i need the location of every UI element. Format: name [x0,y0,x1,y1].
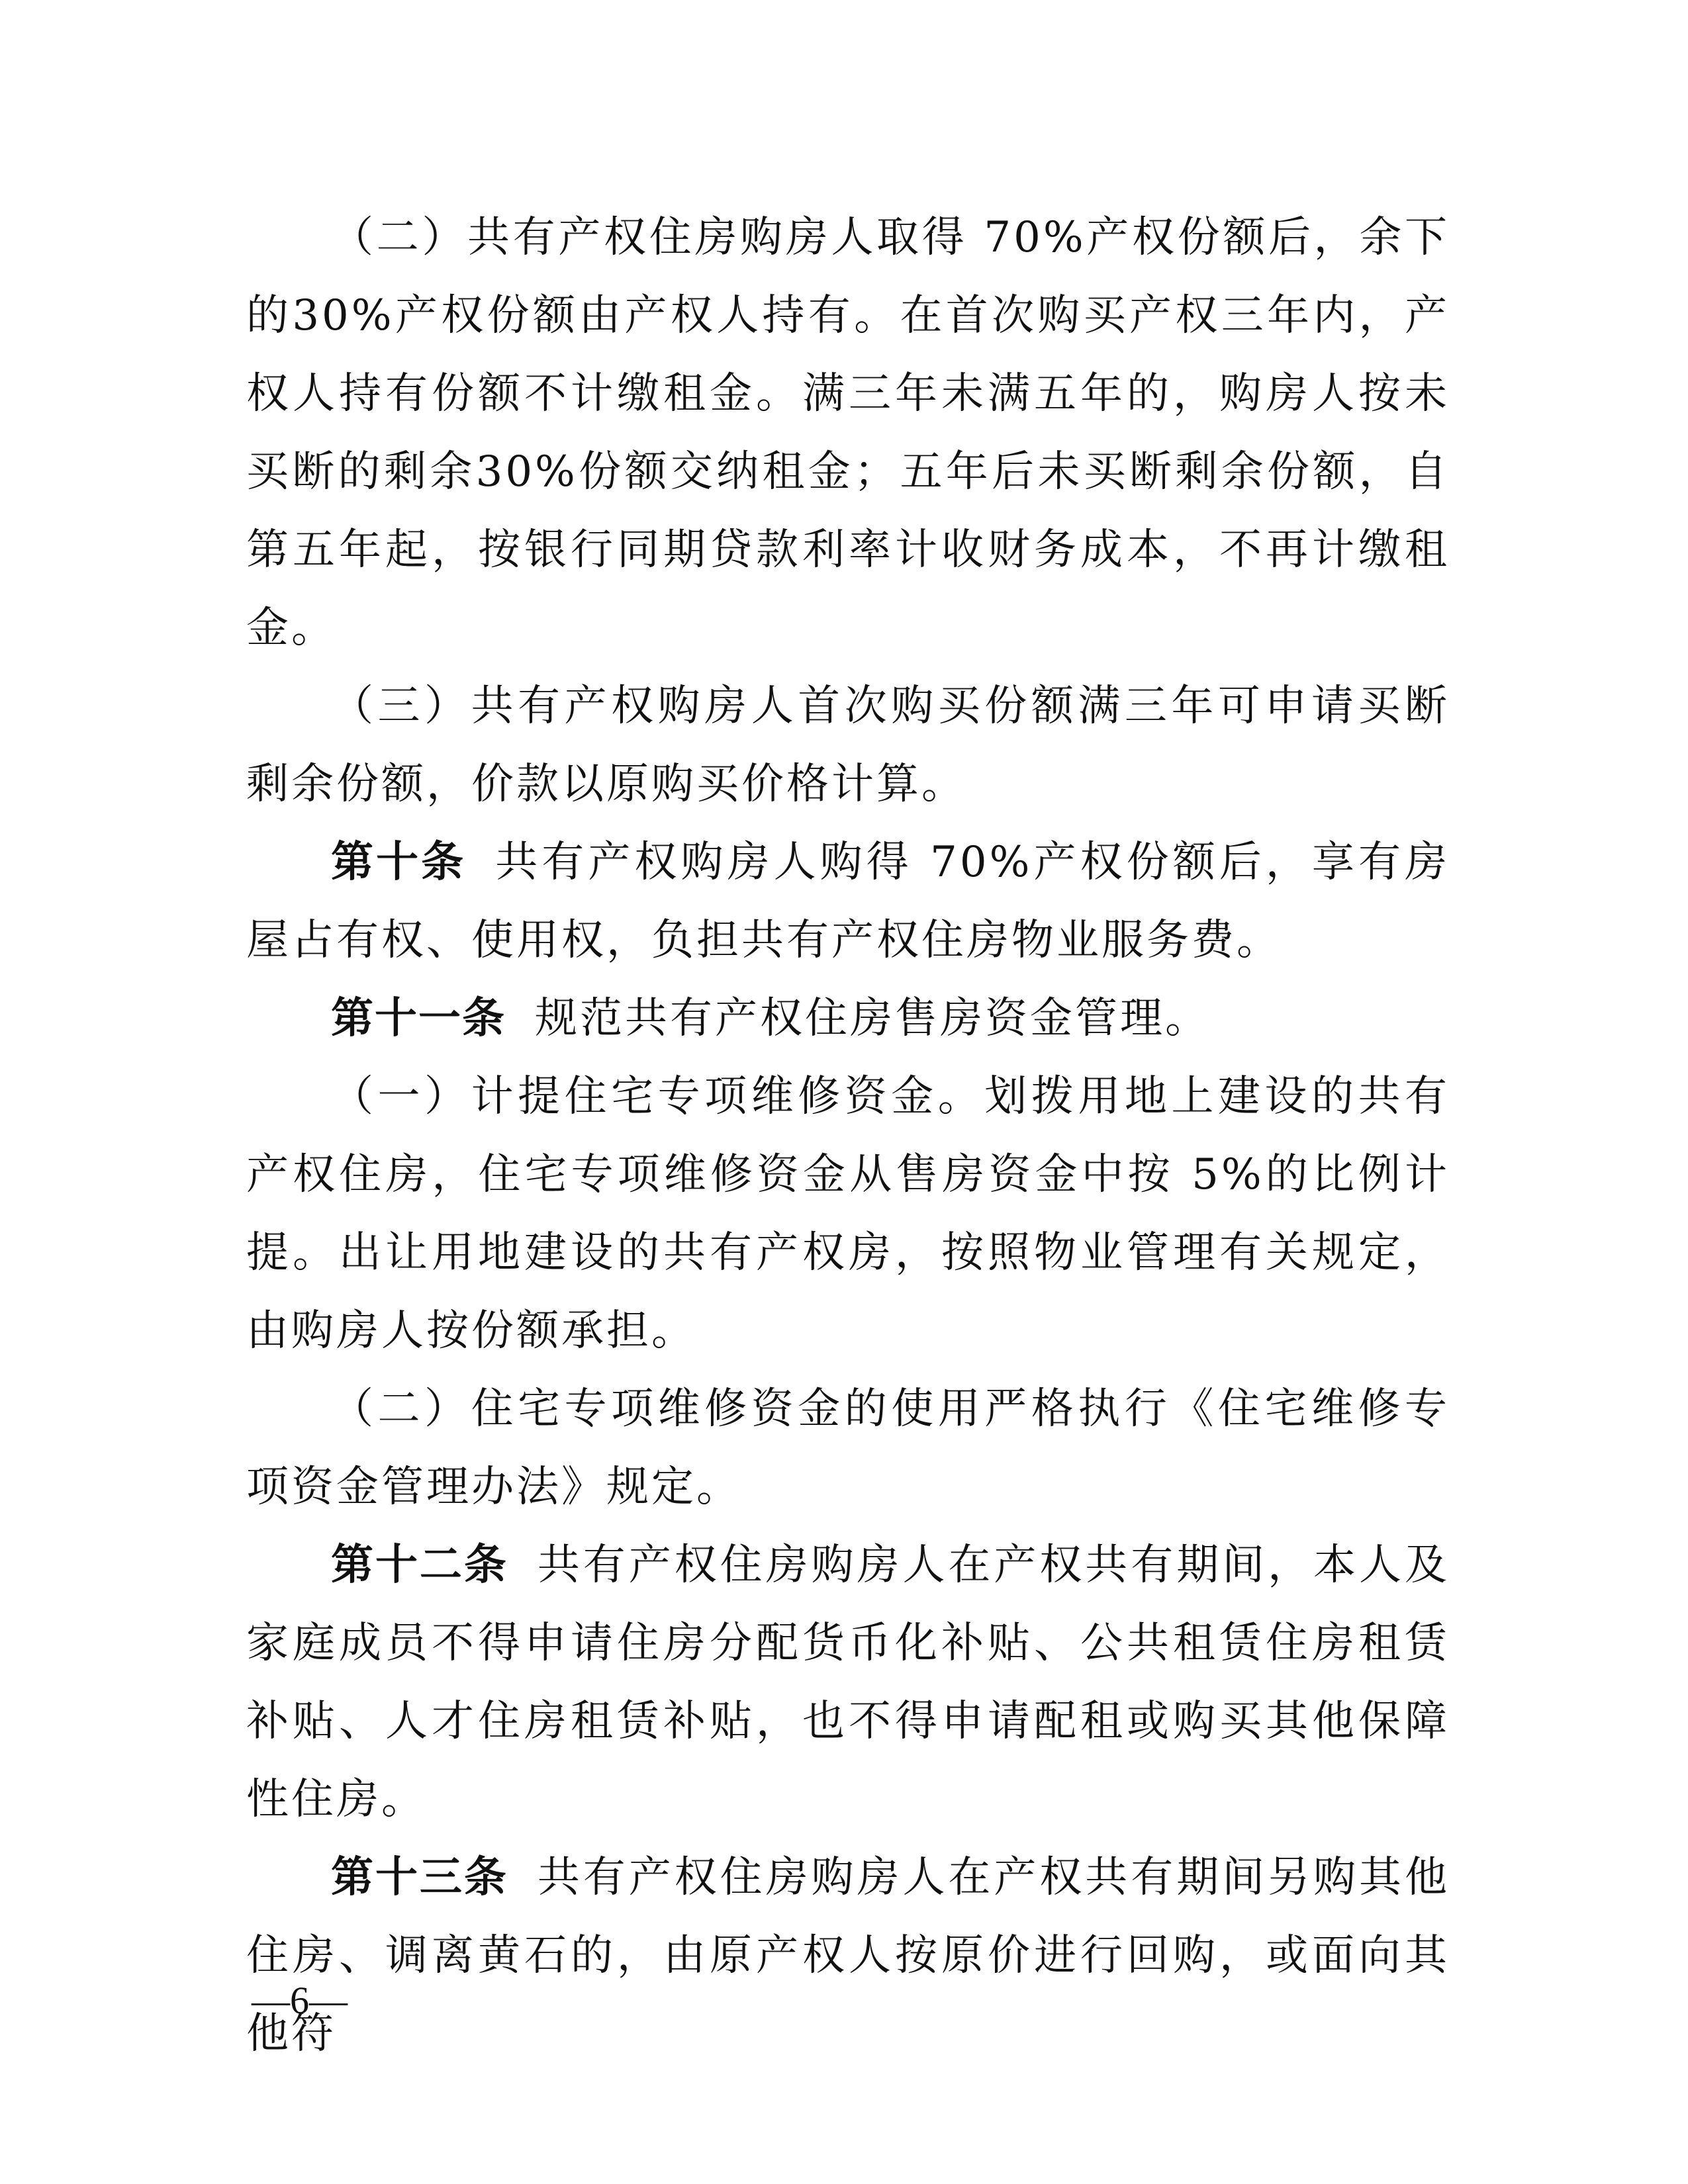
paragraph-text: （三）共有产权购房人首次购买份额满三年可申请买断剩余份额，价款以原购买价格计算。 [246,682,1450,809]
paragraph-clause-1-maintenance-fund [246,1058,1450,1370]
article-heading: 第十二条 [331,1541,508,1590]
article-13 [246,1839,1450,2073]
article-heading: 第十一条 [331,994,506,1043]
article-12 [246,1526,1450,1839]
article-text: 规范共有产权住房售房资金管理。 [535,994,1210,1043]
paragraph-text: （二）共有产权住房购房人取得 70%产权份额后，余下的30%产权份额由产权人持有。在首次购买产权三年内，产权人持有份额不计缴租金。满三年未满五年的，购房人按未买断的剩余30%份额交纳租金；五年后未买断剩余份额，自第五年起，按银行同期贷款利率计收财务成本，不再计缴租金。 [246,213,1450,653]
page-number: —6— [252,1979,348,2022]
article-heading: 第十条 [331,838,467,887]
paragraph-clause-2-fund-usage [246,1370,1450,1526]
paragraph-clause-3-buyout [246,667,1450,823]
paragraph-text: （二）住宅专项维修资金的使用严格执行《住宅维修专项资金管理办法》规定。 [246,1385,1450,1512]
paragraph-text: （一）计提住宅专项维修资金。划拨用地上建设的共有产权住房，住宅专项维修资金从售房资金中按 5%的比例计提。出让用地建设的共有产权房，按照物业管理有关规定，由购房人按份额承担。 [246,1072,1450,1355]
article-text: 共有产权购房人购得 70%产权份额后，享有房屋占有权、使用权，负担共有产权住房物业服务费。 [246,838,1450,965]
paragraph-clause-2-share-holding [246,199,1450,667]
article-text: 共有产权住房购房人在产权共有期间另购其他住房、调离黄石的，由原产权人按原价进行回购，或面向其他符 [246,1853,1450,2058]
article-heading: 第十三条 [331,1853,508,1902]
article-10 [246,823,1450,979]
article-text: 共有产权住房购房人在产权共有期间，本人及家庭成员不得申请住房分配货币化补贴、公共租赁住房租赁补贴、人才住房租赁补贴，也不得申请配租或购买其他保障性住房。 [246,1541,1450,1824]
document-body [246,199,1450,2073]
article-11 [246,979,1450,1058]
